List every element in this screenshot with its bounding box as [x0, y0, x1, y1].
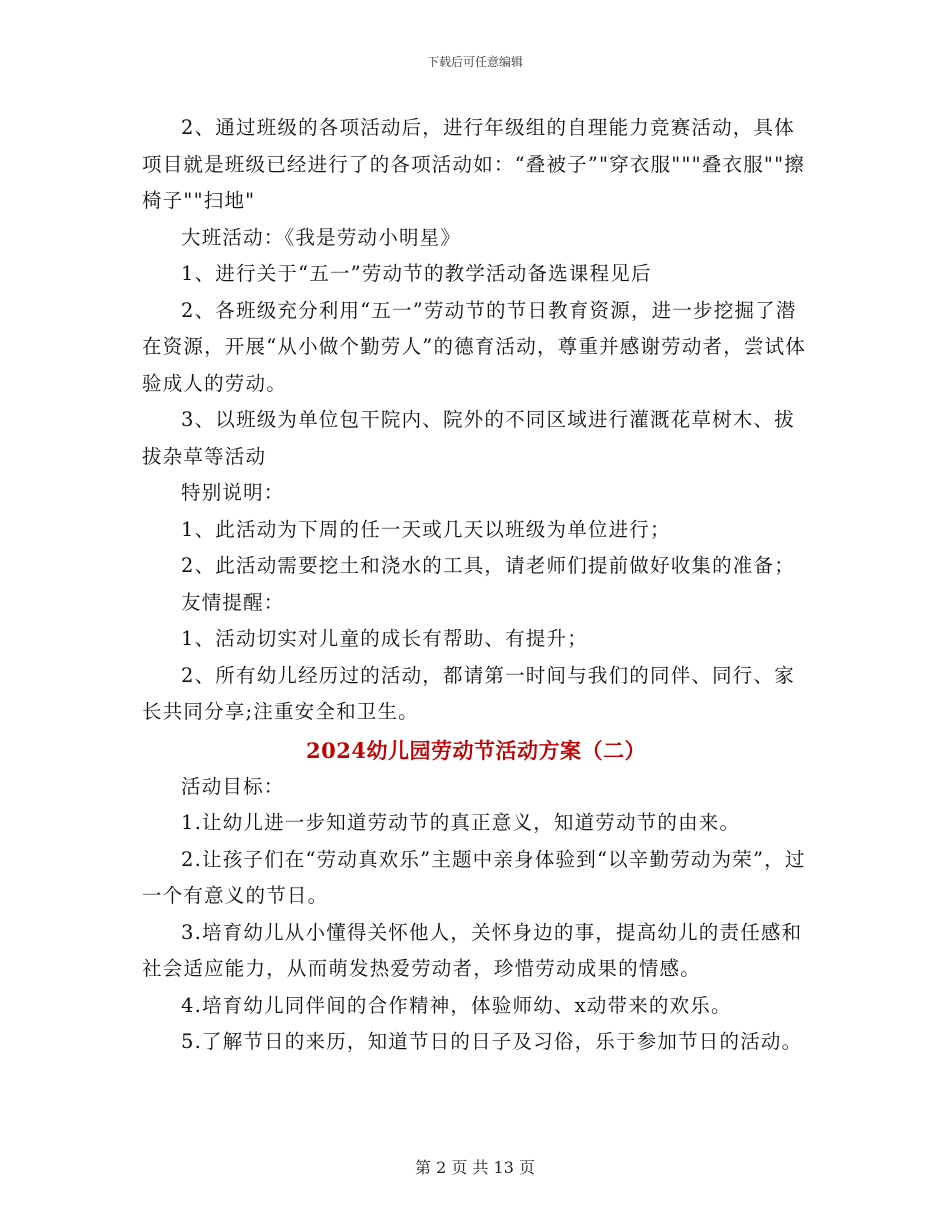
paragraph-education-resources: 2、各班级充分利用“五一”劳动节的节日教育资源，进一步挖掘了潜在资源，开展“从小做个勤劳人”的德育活动，尊重并感谢劳动者，尝试体验成人的劳动。: [142, 298, 807, 395]
paragraph-area-activity: 3、以班级为单位包干院内、院外的不同区域进行灌溉花草树木、拔拔杂草等活动: [142, 408, 795, 468]
paragraph-special-note-2: 2、此活动需要挖土和浇水的工具，请老师们提前做好收集的准备；: [181, 554, 795, 577]
paragraph-special-note-1: 1、此活动为下周的任一天或几天以班级为单位进行；: [181, 517, 671, 541]
paragraph-big-class-activity: 大班活动：《我是劳动小明星》: [181, 225, 462, 249]
paragraph-reminder-heading: 友情提醒：: [181, 590, 285, 614]
page-header: 下载后可任意编辑: [426, 55, 523, 69]
paragraph-reminder-2: 2、所有幼儿经历过的活动，都请第一时间与我们的同伴、同行、家长共同分享;注重安全和卫生。: [142, 663, 795, 723]
page-footer: 第 2 页 共 13 页: [415, 1158, 535, 1177]
section-title: 2024幼儿园劳动节活动方案（二）: [306, 737, 646, 763]
paragraph-goal-5: 5.了解节日的来历，知道节日的日子及习俗，乐于参加节日的活动。: [181, 1030, 803, 1053]
paragraph-competition: 2、通过班级的各项活动后，进行年级组的自理能力竞赛活动，具体项目就是班级已经进行了的各项活动如：“叠被子”"穿衣服"""叠衣服""擦椅子""扫地": [142, 116, 805, 212]
paragraph-teaching-activity: 1、进行关于“五一”劳动节的教学活动备选课程见后: [181, 262, 652, 285]
paragraph-special-note-heading: 特别说明：: [181, 481, 285, 504]
paragraph-goals-heading: 活动目标：: [181, 774, 285, 798]
document-body: [142, 110, 810, 1061]
paragraph-goal-2: 2.让孩子们在“劳动真欢乐”主题中亲身体验到“以辛勤劳动为荣”，过一个有意义的节日。: [142, 847, 806, 907]
paragraph-reminder-1: 1、活动切实对儿童的成长有帮助、有提升；: [181, 627, 588, 650]
paragraph-goal-1: 1.让幼儿进一步知道劳动节的真正意义，知道劳动节的由来。: [181, 811, 741, 834]
paragraph-goal-4: 4.培育幼儿同伴间的合作精神，体验师幼、x动带来的欢乐。: [181, 993, 732, 1017]
paragraph-goal-3: 3.培育幼儿从小懂得关怀他人，关怀身边的事，提高幼儿的责任感和社会适应能力，从而萌发热爱劳动者，珍惜劳动成果的情感。: [142, 920, 803, 980]
